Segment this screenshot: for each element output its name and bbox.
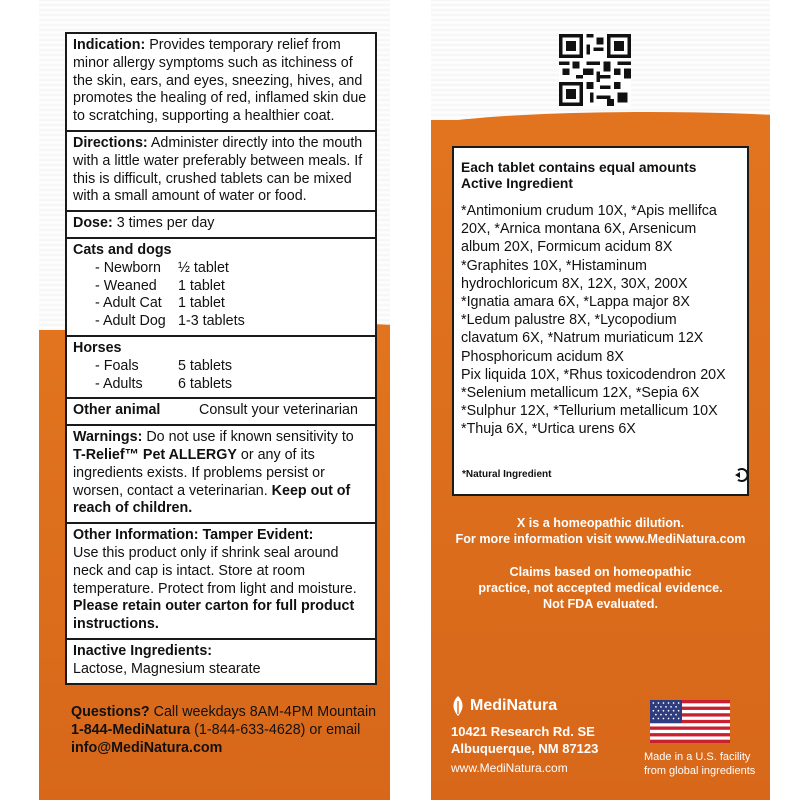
natural-ingredient-note: *Natural Ingredient [462, 469, 552, 480]
ingredient-line: Pix liquida 10X, *Rhus toxicodendron 20X [461, 366, 726, 383]
dose-row-animal: - Foals [95, 357, 139, 374]
indication-label: Indication: [73, 37, 146, 53]
medinatura-logo [451, 696, 557, 716]
product-name: T-Relief™ Pet ALLERGY [73, 446, 237, 463]
warnings-text: Do not use if known sensitivity to [142, 429, 354, 446]
ingredient-line: *Selenium metallicum 12X, *Sepia 6X [461, 385, 700, 402]
ingredient-line: *Ignatia amara 6X, *Lappa major 8X [461, 294, 690, 311]
dose-row-amount: 1-3 tablets [178, 313, 245, 330]
questions-text: Call weekdays 8AM-4PM Mountain [149, 704, 377, 720]
qr-code-icon [559, 34, 631, 106]
ingredient-line: *Ledum palustre 8X, *Lycopodium [461, 312, 677, 329]
ingredient-line: Phosphoricum acidum 8X [461, 348, 624, 365]
claims-line3: Not FDA evaluated. [543, 597, 658, 611]
ingredient-list [461, 202, 741, 439]
inactive-ingredients-label: Inactive Ingredients: [73, 642, 213, 659]
dose-row-animal: - Adult Dog [95, 313, 166, 330]
ingredients-heading [461, 160, 741, 192]
made-in-line1: Made in a U.S. facility [644, 751, 751, 763]
indication-section [67, 34, 375, 132]
dose-row-animal: - Weaned [95, 277, 157, 294]
directions-label: Directions: [73, 134, 148, 151]
ingredient-line: *Thuja 6X, *Urtica urens 6X [461, 421, 636, 438]
homeopathic-note-line2: For more information visit www.MediNatura.com [455, 532, 746, 546]
inactive-ingredients-text: Lactose, Magnesium stearate [73, 660, 261, 677]
us-flag-icon [650, 700, 730, 743]
dose-row [73, 358, 369, 376]
warnings-label: Warnings: [73, 429, 143, 446]
made-in-line2: from global ingredients [644, 765, 756, 777]
address-line2: Albuquerque, NM 87123 [451, 741, 599, 756]
contact-email: info@MediNatura.com [71, 739, 223, 756]
ingredient-line: 20X, *Arnica montana 6X, Arsenicum [461, 221, 697, 238]
ingredients-heading-line1: Each tablet contains equal amounts [461, 160, 697, 175]
ingredients-heading-line2: Active Ingredient [461, 176, 573, 191]
dose-row-animal: - Newborn [95, 259, 161, 276]
dose-row-amount: 5 tablets [178, 357, 233, 374]
warnings-text-2: or any of its ingredients exists. If problems persist or worsen, contact a veterinarian. [73, 446, 325, 499]
made-in-usa-note [644, 750, 755, 778]
address-line1: 10421 Research Rd. SE [451, 724, 595, 739]
questions-section [71, 704, 381, 757]
right-label-panel [431, 0, 770, 800]
dose-row-amount: 1 tablet [178, 295, 225, 312]
ingredient-line: clavatum 6X, *Natrum muriaticum 12X [461, 330, 704, 347]
dose-row-amount: 1 tablet [178, 277, 225, 294]
dose-row-amount: 6 tablets [178, 375, 233, 392]
horses-title: Horses [73, 339, 122, 356]
homeopathic-note [431, 515, 770, 547]
dose-row-animal: - Adult Cat [95, 295, 162, 312]
active-ingredients-box [452, 146, 749, 496]
cats-dogs-section [67, 239, 375, 337]
dose-row [73, 295, 369, 313]
indication-text: Provides temporary relief from minor allergy symptoms such as itchiness of the skin, ears, and eyes, sneezing, hives, and promotes the healing of red, inflamed skin due to scratching, supporting a healthier coat. [73, 37, 367, 125]
dose-row [73, 313, 369, 331]
dose-row [73, 278, 369, 296]
directions-section [67, 132, 375, 212]
company-address [451, 723, 598, 757]
phone-number: 1-844-MediNatura [71, 721, 191, 738]
ingredient-line: *Antimonium crudum 10X, *Apis mellifca [461, 203, 717, 219]
claims-line1: Claims based on homeopathic [509, 565, 692, 579]
horses-section [67, 337, 375, 399]
questions-text-2: (1-844-633-4628) or email [190, 721, 361, 738]
dose-row [73, 260, 369, 278]
directions-text: Administer directly into the mouth with a little water preferably between meals. If this is difficult, crushed tablets can be mixed with a small amount of water or food. [73, 134, 363, 205]
dose-section [67, 212, 375, 239]
other-animal-label: Other animal [73, 402, 161, 419]
dose-row-animal: - Adults [95, 375, 143, 392]
other-information-label: Other Information: Tamper Evident: [73, 527, 314, 544]
homeopathic-note-line1: X is a homeopathic dilution. [516, 516, 685, 530]
claims-disclaimer [431, 564, 770, 612]
inactive-ingredients-section [67, 640, 375, 683]
medinatura-leaf-icon [451, 696, 465, 716]
other-animal-text: Consult your veterinarian [199, 402, 358, 419]
questions-label: Questions? [71, 704, 150, 720]
dose-label: Dose: [73, 215, 113, 232]
retain-carton-note: Please retain outer carton for full product instructions. [73, 598, 355, 633]
other-animal-section [67, 399, 375, 426]
drug-facts-box [65, 32, 377, 685]
cats-dogs-title: Cats and dogs [73, 241, 172, 258]
dose-text: 3 times per day [112, 215, 215, 232]
ingredient-line: *Sulphur 12X, *Tellurium metallicum 10X [461, 403, 718, 420]
warnings-section [67, 426, 375, 524]
ingredient-line: hydrochloricum 8X, 12X, 30X, 200X [461, 275, 688, 292]
ingredient-line: *Graphites 10X, *Histaminum [461, 257, 647, 274]
continue-arrow-icon [733, 467, 749, 483]
claims-line2: practice, not accepted medical evidence. [478, 581, 723, 595]
ingredient-line: album 20X, Formicum acidum 8X [461, 239, 673, 256]
company-website: www.MediNatura.com [451, 761, 568, 775]
other-information-text: Use this product only if shrink seal around neck and cap is intact. Store at room temperature. Protect from light and moisture. [73, 544, 357, 597]
dose-row [73, 376, 369, 394]
dose-row-amount: ½ tablet [178, 259, 229, 276]
left-label-panel [39, 0, 390, 800]
other-information-section [67, 524, 375, 640]
keep-out-of-reach: Keep out of reach of children. [73, 482, 351, 517]
logo-text: MediNatura [470, 697, 558, 714]
